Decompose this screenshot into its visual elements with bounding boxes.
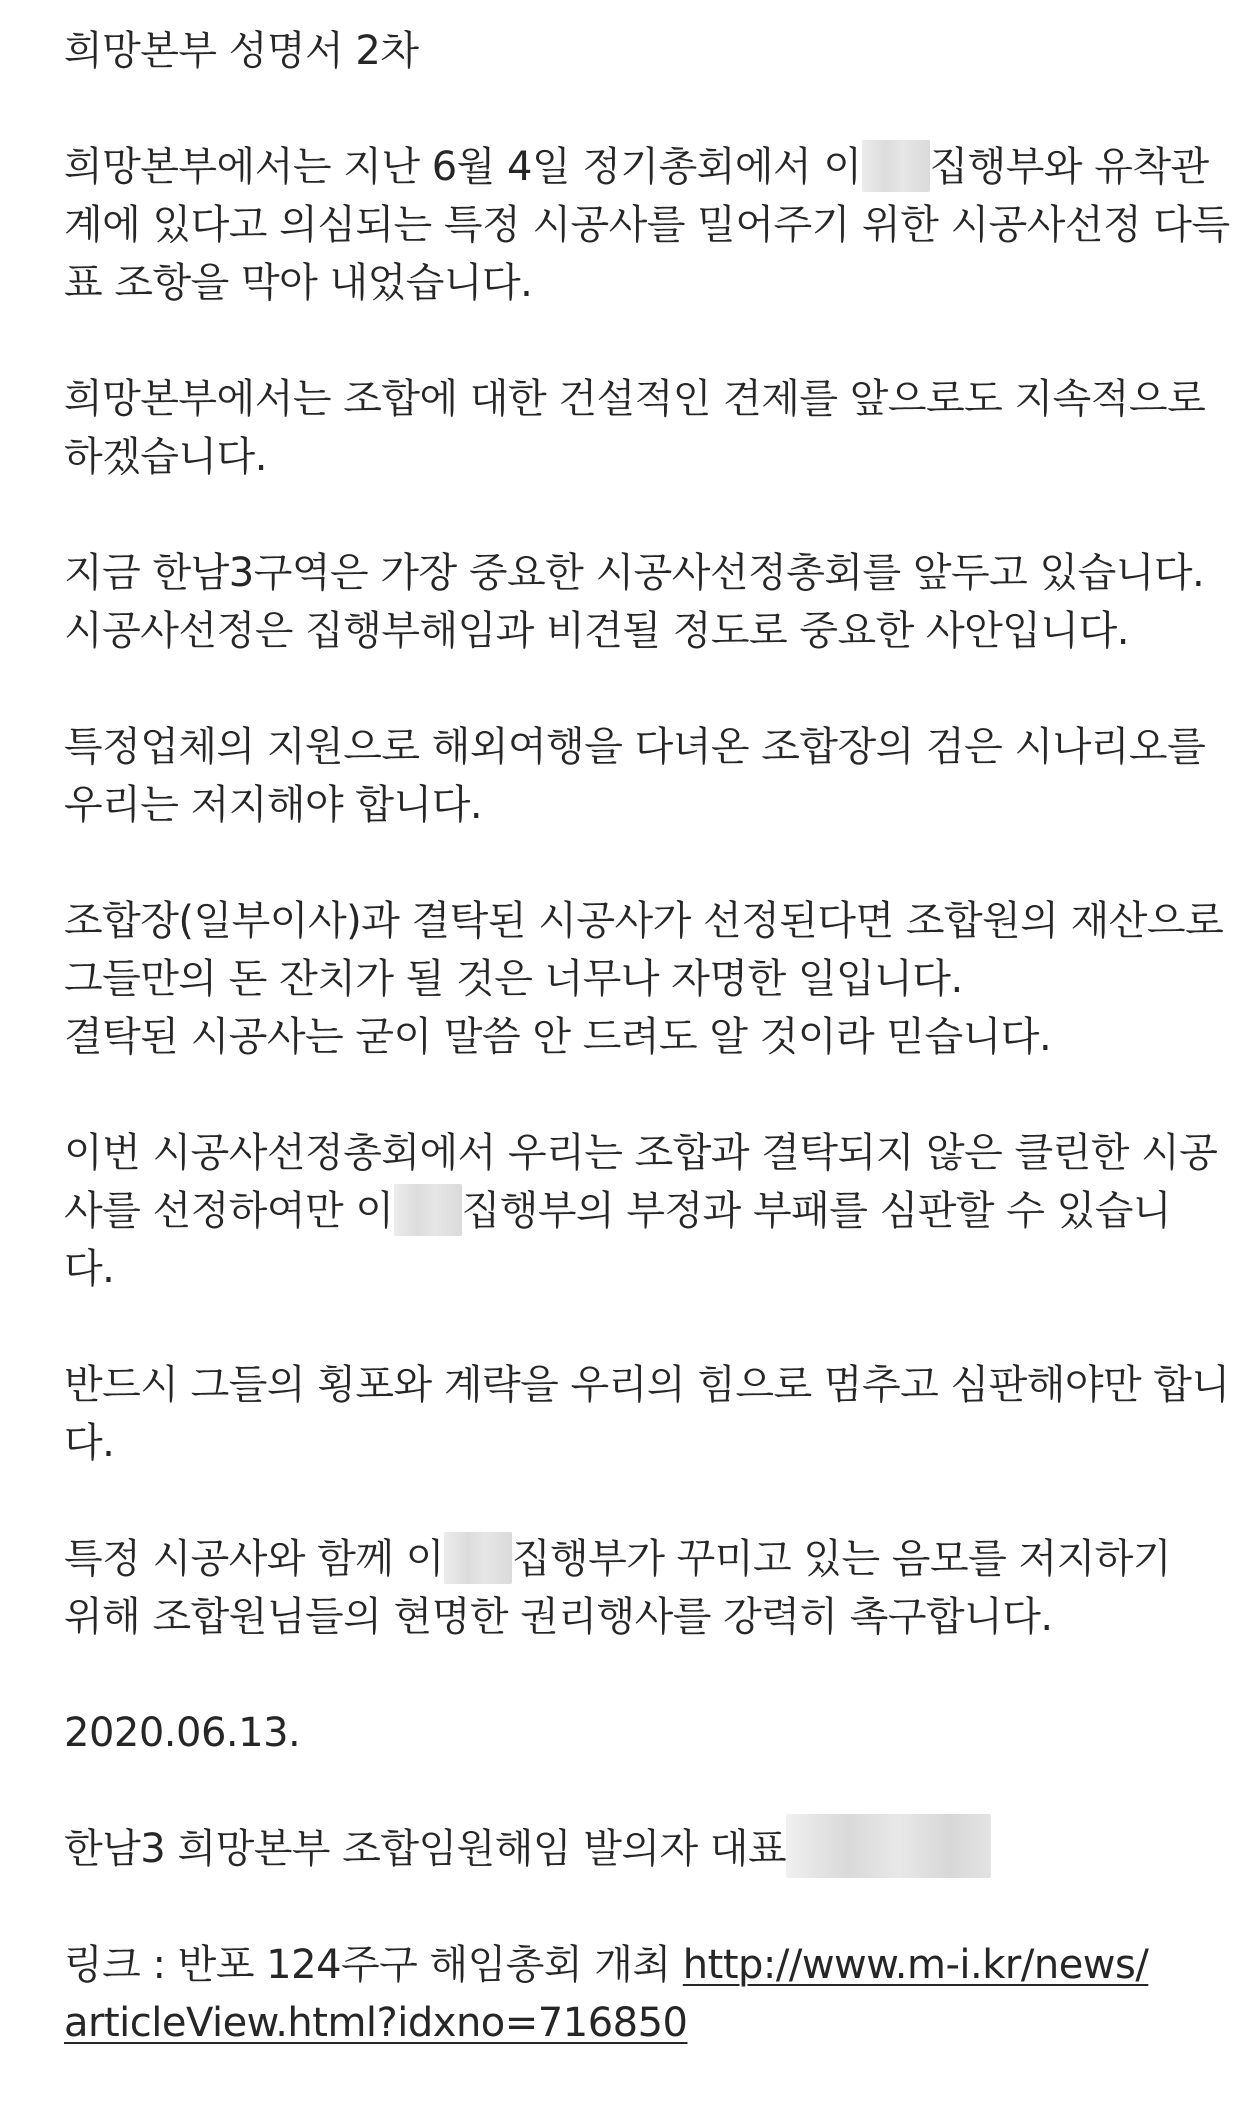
- paragraph-6: 이번 시공사선정총회에서 우리는 조합과 결탁되지 않은 클린한 시공 사를 선정하여만 이 집행부의 부정과 부패를 심판할 수 있습니 다.: [64, 1130, 1218, 1292]
- paragraph-5: 조합장(일부이사)과 결탁된 시공사가 선정된다면 조합원의 재산으로 그들만의 돈 잔치가 될 것은 너무나 자명한 일입니다. 결탁된 시공사는 굳이 말씀 안 드려도 알 것이라 믿습니다.: [64, 898, 1224, 1060]
- document-title: 희망본부 성명서 2차: [64, 28, 419, 74]
- article-link-continued[interactable]: articleView.html?idxno=716850: [64, 2000, 688, 2046]
- redacted-name-blur: [862, 140, 930, 192]
- redacted-name-blur: [394, 1184, 462, 1236]
- paragraph-4: 특정업체의 지원으로 해외여행을 다녀온 조합장의 검은 시나리오를 우리는 저지해야 합니다.: [64, 724, 1206, 828]
- article-link[interactable]: http://www.m-i.kr/news/: [682, 1942, 1149, 1988]
- paragraph-8: 특정 시공사와 함께 이 집행부가 꾸미고 있는 음모를 저지하기 위해 조합원님들의 현명한 권리행사를 강력히 촉구합니다.: [64, 1530, 1184, 1646]
- link-block: [64, 1936, 1184, 2052]
- signature-block: [64, 1820, 1184, 1878]
- paragraph-3: 지금 한남3구역은 가장 중요한 시공사선정총회를 앞두고 있습니다. 시공사선정은 집행부해임과 비견될 정도로 중요한 사안입니다.: [64, 550, 1205, 654]
- statement-document: [64, 22, 1230, 2110]
- redacted-signature-blur: [786, 1814, 991, 1878]
- paragraph-1: 희망본부에서는 지난 6월 4일 정기총회에서 이 집행부와 유착관 계에 있다고 의심되는 특정 시공사를 밀어주기 위한 시공사선정 다득 표 조항을 막아 내었습니다.: [64, 138, 1184, 312]
- paragraph-7: 반드시 그들의 횡포와 계략을 우리의 힘으로 멈추고 심판해야만 합니 다.: [64, 1362, 1230, 1466]
- signature-text: 한남3 희망본부 조합임원해임 발의자 대표: [64, 1826, 787, 1872]
- redacted-name-blur: [444, 1532, 512, 1584]
- paragraph-2: 희망본부에서는 조합에 대한 건설적인 견제를 앞으로도 지속적으로 하겠습니다.: [64, 376, 1206, 480]
- link-prefix: 링크 : 반포 124주구 해임총회 개최: [64, 1942, 683, 1988]
- statement-date: 2020.06.13.: [64, 1710, 301, 1756]
